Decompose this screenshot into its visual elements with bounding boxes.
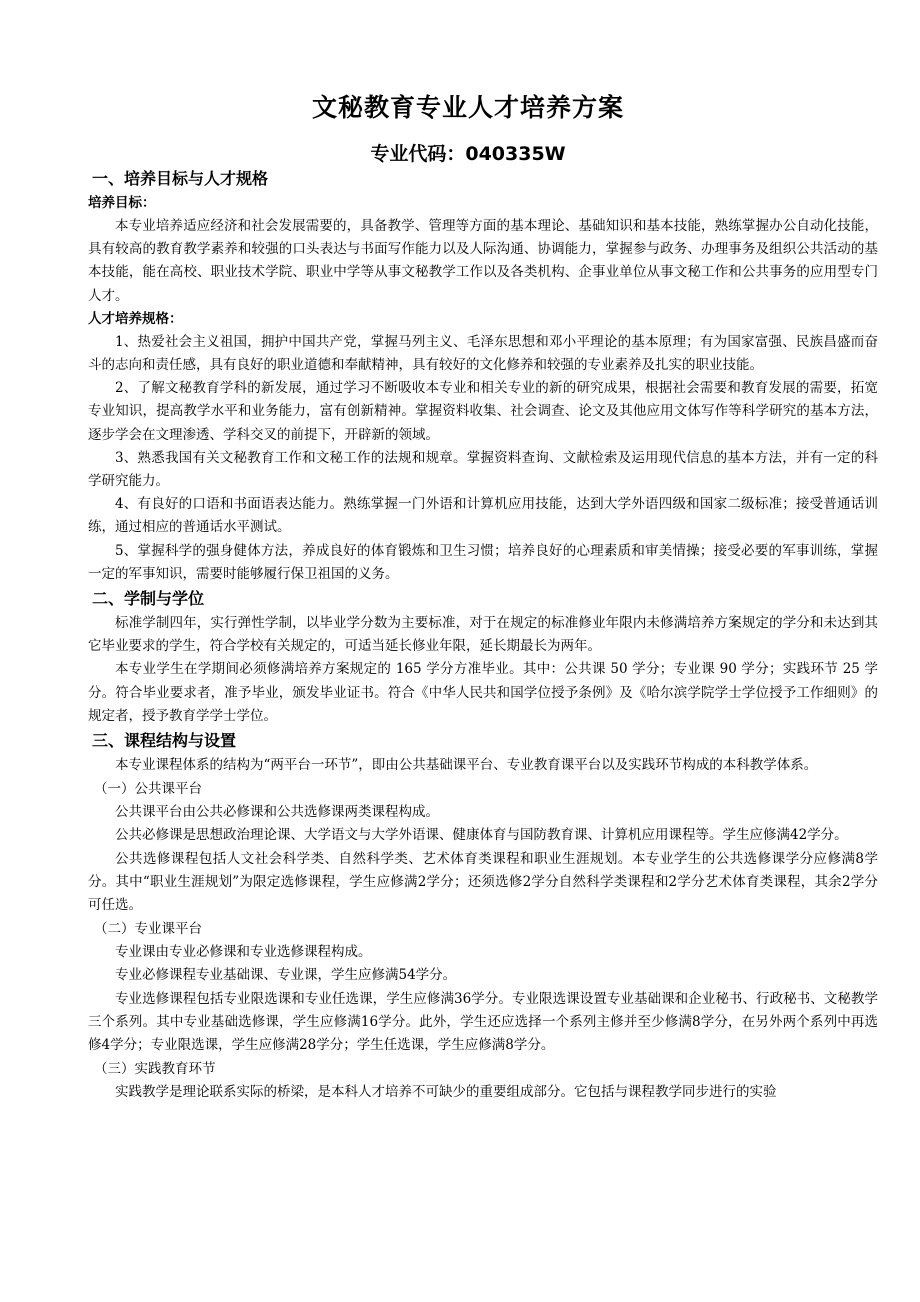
subheading-practice: （三）实践教育环节	[94, 1061, 216, 1078]
spec-label: 人才培养规格：	[88, 310, 183, 327]
major-platform-p2: 专业必修课程专业基础课、专业课，学生应修满54学分。	[115, 967, 457, 984]
public-platform-p1: 公共课平台由公共必修课和公共选修课两类课程构成。	[115, 804, 439, 821]
spec-item-5: 5、掌握科学的强身健体方法，养成良好的体育锻炼和卫生习惯；培养良好的心理素质和审美情操；接受必要的军事训练，掌握一定的军事知识，需要时能够履行保卫祖国的义务。	[88, 542, 878, 582]
document-title: 文秘教育专业人才培养方案	[311, 93, 624, 122]
subheading-major-platform: （二）专业课平台	[94, 921, 202, 938]
goal-paragraph: 本专业培养适应经济和社会发展需要的，具备教学、管理等方面的基本理论、基础知识和基本技能，熟练掌握办公自动化技能，具有较高的教育教学素养和较强的口头表达与书面写作能力以及人际沟通、协调能力，掌握参与政务、办理事务及组织公共活动的基本技能，能在高校、职业技术学院、职业中学等从事文秘教学工作以及各类机构、企事业单位从事文秘工作和公共事务的应用型专门人才。	[88, 218, 878, 304]
section-heading-1: 一、培养目标与人才规格	[92, 169, 269, 188]
spec-item-4: 4、有良好的口语和书面语表达能力。熟练掌握一门外语和计算机应用技能，达到大学外语四级和国家二级标准；接受普通话训练，通过相应的普通话水平测试。	[88, 496, 878, 536]
spec-item-1: 1、热爱社会主义祖国，拥护中国共产党，掌握马列主义、毛泽东思想和邓小平理论的基本原理；有为国家富强、民族昌盛而奋斗的志向和责任感，具有良好的职业道德和奉献精神，具有较好的文化修养和较强的专业素养及扎实的职业技能。	[88, 333, 878, 374]
public-platform-p2: 公共必修课是思想政治理论课、大学语文与大学外语课、健康体育与国防教育课、计算机应用课程等。学生应修满42学分。	[115, 827, 848, 844]
schooling-paragraph: 标准学制四年，实行弹性学制，以毕业学分数为主要标准，对于在规定的标准修业年限内未修满培养方案规定的学分和未达到其它毕业要求的学生，符合学校有关规定的，可适当延长修业年限，延长期最长为两年。	[88, 615, 878, 655]
public-platform-p3: 公共选修课程包括人文社会科学类、自然科学类、艺术体育类课程和职业生涯规划。本专业学生的公共选修课学分应修满8学分。其中“职业生涯规划”为限定选修课程，学生应修满2学分；还须选修2学分自然科学类课程和2学分艺术体育类课程，其余2学分可任选。	[88, 850, 878, 914]
major-platform-p1: 专业课由专业必修课和专业选修课程构成。	[115, 944, 372, 961]
section-heading-2: 二、学制与学位	[92, 589, 205, 609]
subheading-public-platform: （一）公共课平台	[94, 781, 202, 798]
major-platform-p3: 专业选修课程包括专业限选课和专业任选课，学生应修满36学分。专业限选课设置专业基础课和企业秘书、行政秘书、文秘教学三个系列。其中专业基础选修课，学生应修满16学分。此外，学生还应选择一个系列主修并至少修满8学分，在另外两个系列中再选修4学分；专业限选课，学生应修满28学分；学生任选课，学生应修满8学分。	[88, 990, 878, 1054]
document-body	[88, 166, 878, 1105]
curriculum-intro: 本专业课程体系的结构为“两平台一环节”，即由公共基础课平台、专业教育课平台以及实践环节构成的本科教学体系。	[115, 757, 818, 774]
major-code: 专业代码：040335W	[370, 143, 566, 165]
credits-paragraph: 本专业学生在学期间必须修满培养方案规定的 165 学分方准毕业。其中：公共课 50 学分；专业课 90 学分；实践环节 25 学分。符合毕业要求者，准予毕业，颁发毕业证书。符合《中华人民共和国学位授予条例》及《哈尔滨学院学士学位授予工作细则》的规定者，授予教育学学士学位。	[88, 661, 878, 724]
spec-item-3: 3、熟悉我国有关文秘教育工作和文秘工作的法规和规章。掌握资料查询、文献检索及运用现代信息的基本方法，并有一定的科学研究能力。	[88, 449, 878, 490]
goal-label: 培养目标：	[88, 195, 156, 211]
practice-p1: 实践教学是理论联系实际的桥梁，是本科人才培养不可缺少的重要组成部分。它包括与课程教学同步进行的实验	[115, 1084, 777, 1101]
spec-item-2: 2、了解文秘教育学科的新发展，通过学习不断吸收本专业和相关专业的新的研究成果，根据社会需要和教育发展的需要，拓宽专业知识，提高教学水平和业务能力，富有创新精神。掌握资料收集、社会调查、论文及其他应用文体写作等科学研究的基本方法，逐步学会在文理渗透、学科交叉的前提下，开辟新的领域。	[88, 380, 878, 443]
section-heading-3: 三、课程结构与设置	[92, 731, 237, 751]
